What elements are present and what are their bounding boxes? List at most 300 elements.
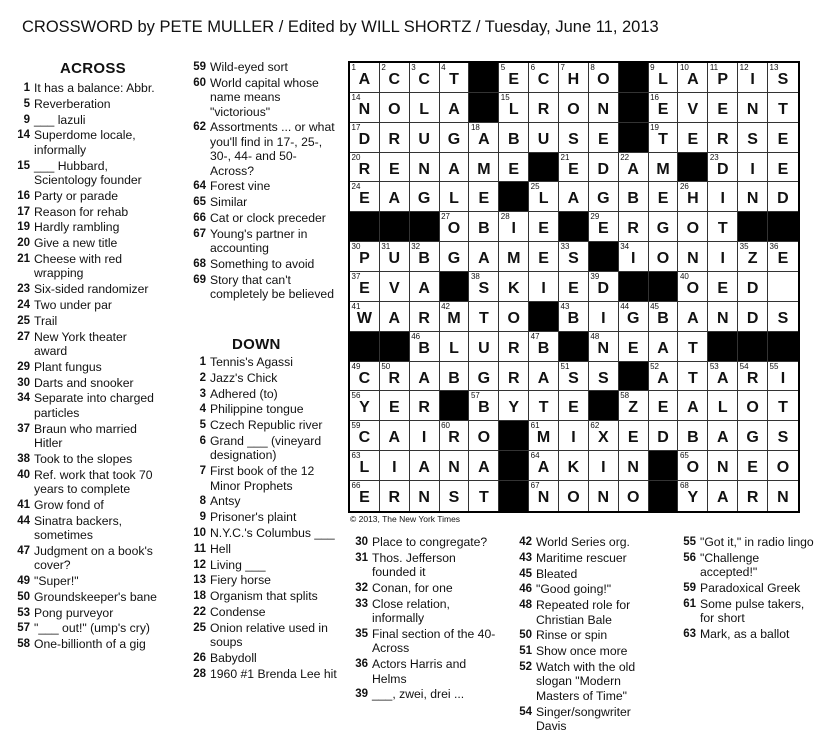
clue-item[interactable] xyxy=(674,597,814,626)
clue-item[interactable] xyxy=(184,355,340,369)
clue-item[interactable] xyxy=(184,371,340,385)
grid-cell[interactable] xyxy=(589,63,619,93)
clue-item[interactable] xyxy=(184,464,340,493)
clue-item[interactable] xyxy=(8,574,160,588)
clue-item[interactable] xyxy=(184,227,340,256)
cell-letter: R xyxy=(507,339,520,357)
clue-item[interactable] xyxy=(346,687,496,701)
grid-cell[interactable] xyxy=(619,451,649,481)
grid-cell[interactable] xyxy=(529,93,559,123)
grid-cell[interactable] xyxy=(738,182,768,212)
grid-cell[interactable] xyxy=(380,272,410,302)
grid-cell[interactable] xyxy=(440,332,470,362)
grid-cell[interactable] xyxy=(499,93,529,123)
grid-cell[interactable] xyxy=(350,481,380,511)
grid-cell[interactable] xyxy=(678,421,708,451)
grid-cell[interactable] xyxy=(410,182,440,212)
grid-cell[interactable] xyxy=(589,481,619,511)
grid-cell[interactable] xyxy=(678,63,708,93)
grid-cell[interactable] xyxy=(708,212,738,242)
grid-cell[interactable] xyxy=(619,481,649,511)
cell-letter: A xyxy=(418,459,430,477)
grid-cell[interactable] xyxy=(410,302,440,332)
grid-cell[interactable] xyxy=(738,63,768,93)
grid-cell[interactable] xyxy=(708,362,738,392)
clue-text: Antsy xyxy=(210,494,241,509)
grid-cell[interactable] xyxy=(499,63,529,93)
grid-cell[interactable] xyxy=(738,302,768,332)
grid-cell[interactable] xyxy=(529,362,559,392)
grid-cell[interactable] xyxy=(350,421,380,451)
grid-cell[interactable] xyxy=(768,421,798,451)
grid-cell[interactable] xyxy=(738,123,768,153)
grid-cell[interactable] xyxy=(589,212,619,242)
grid-cell[interactable] xyxy=(469,153,499,183)
grid-cell[interactable] xyxy=(619,182,649,212)
clue-item[interactable] xyxy=(184,558,340,572)
clue-item[interactable] xyxy=(8,113,160,127)
grid-cell[interactable] xyxy=(768,242,798,272)
grid-cell[interactable] xyxy=(380,123,410,153)
clue-item[interactable] xyxy=(184,120,340,178)
grid-cell[interactable] xyxy=(469,391,499,421)
grid-cell[interactable] xyxy=(499,123,529,153)
clue-item[interactable] xyxy=(184,605,340,619)
grid-cell[interactable] xyxy=(499,272,529,302)
grid-cell[interactable] xyxy=(529,63,559,93)
grid-cell[interactable] xyxy=(559,182,589,212)
grid-cell-black xyxy=(619,93,649,123)
grid-cell[interactable] xyxy=(469,421,499,451)
grid-cell[interactable] xyxy=(738,93,768,123)
grid-cell[interactable] xyxy=(708,481,738,511)
grid-cell[interactable] xyxy=(619,421,649,451)
grid-cell[interactable] xyxy=(738,153,768,183)
clue-item[interactable] xyxy=(8,544,160,573)
clue-item[interactable] xyxy=(510,705,662,734)
grid-cell[interactable] xyxy=(380,302,410,332)
grid-cell[interactable] xyxy=(589,123,619,153)
grid-cell[interactable] xyxy=(499,332,529,362)
clue-item[interactable] xyxy=(8,159,160,188)
grid-cell-black xyxy=(529,153,559,183)
clue-item[interactable] xyxy=(674,581,814,595)
grid-cell[interactable] xyxy=(708,391,738,421)
grid-cell[interactable] xyxy=(380,93,410,123)
clue-item[interactable] xyxy=(8,468,160,497)
grid-cell[interactable] xyxy=(440,362,470,392)
grid-cell[interactable] xyxy=(529,451,559,481)
grid-cell[interactable] xyxy=(589,332,619,362)
grid-cell[interactable] xyxy=(529,212,559,242)
clue-item[interactable] xyxy=(184,179,340,193)
grid-cell[interactable] xyxy=(440,481,470,511)
clue-item[interactable] xyxy=(184,60,340,74)
grid-cell[interactable] xyxy=(708,272,738,302)
clue-item[interactable] xyxy=(510,628,662,642)
grid-cell[interactable] xyxy=(440,153,470,183)
clue-item[interactable] xyxy=(510,582,662,596)
clue-item[interactable] xyxy=(346,551,496,580)
grid-cell[interactable] xyxy=(380,242,410,272)
clue-item[interactable] xyxy=(184,526,340,540)
grid-cell[interactable] xyxy=(350,362,380,392)
grid-cell[interactable] xyxy=(589,153,619,183)
grid-cell[interactable] xyxy=(469,362,499,392)
clue-text: Braun who married Hitler xyxy=(34,421,137,450)
grid-cell[interactable] xyxy=(708,421,738,451)
clue-item[interactable] xyxy=(510,535,662,549)
clue-item[interactable] xyxy=(184,402,340,416)
grid-cell[interactable] xyxy=(350,272,380,302)
grid-cell[interactable] xyxy=(499,362,529,392)
grid-cell[interactable] xyxy=(649,123,679,153)
grid-cell[interactable] xyxy=(738,272,768,302)
grid-cell[interactable] xyxy=(350,153,380,183)
grid-cell[interactable] xyxy=(529,242,559,272)
clue-item[interactable] xyxy=(184,418,340,432)
clue-item[interactable] xyxy=(184,510,340,524)
clue-item[interactable] xyxy=(8,637,160,651)
clue-item[interactable] xyxy=(510,551,662,565)
clue-number: 34 xyxy=(17,392,30,405)
grid-cell[interactable] xyxy=(649,93,679,123)
clue-number: 46 xyxy=(519,583,532,596)
grid-cell[interactable] xyxy=(678,391,708,421)
clue-item[interactable] xyxy=(510,660,662,703)
cell-letter: S xyxy=(568,250,579,268)
grid-cell[interactable] xyxy=(499,302,529,332)
grid-cell[interactable] xyxy=(649,302,679,332)
grid-cell[interactable] xyxy=(589,272,619,302)
grid-cell[interactable] xyxy=(410,272,440,302)
grid-cell[interactable] xyxy=(708,451,738,481)
cell-number: 29 xyxy=(590,212,600,222)
grid-cell[interactable] xyxy=(619,391,649,421)
clue-item[interactable] xyxy=(8,81,160,95)
grid-cell[interactable] xyxy=(559,302,589,332)
grid-cell[interactable] xyxy=(469,182,499,212)
clue-item[interactable] xyxy=(8,621,160,635)
grid-cell[interactable] xyxy=(708,153,738,183)
grid-cell[interactable] xyxy=(350,451,380,481)
grid-cell[interactable] xyxy=(619,242,649,272)
clue-text: Adhered (to) xyxy=(210,386,278,401)
grid-cell[interactable] xyxy=(350,302,380,332)
clue-item[interactable] xyxy=(346,581,496,595)
cell-number: 47 xyxy=(530,331,540,341)
clue-item[interactable] xyxy=(184,257,340,271)
clue-item[interactable] xyxy=(674,535,814,549)
grid-cell[interactable] xyxy=(559,481,589,511)
grid-cell[interactable] xyxy=(529,391,559,421)
grid-cell[interactable] xyxy=(469,332,499,362)
grid-cell[interactable] xyxy=(619,153,649,183)
grid-cell[interactable] xyxy=(589,362,619,392)
grid-cell[interactable] xyxy=(350,182,380,212)
clue-item[interactable] xyxy=(8,252,160,281)
grid-cell[interactable] xyxy=(649,332,679,362)
grid-cell[interactable] xyxy=(380,421,410,451)
grid-cell[interactable] xyxy=(440,63,470,93)
grid-cell[interactable] xyxy=(469,481,499,511)
grid-cell[interactable] xyxy=(499,212,529,242)
grid-cell[interactable] xyxy=(768,391,798,421)
cell-letter: M xyxy=(477,160,491,178)
grid-cell[interactable] xyxy=(440,182,470,212)
grid-cell[interactable] xyxy=(649,182,679,212)
grid-cell[interactable] xyxy=(529,272,559,302)
grid-cell[interactable] xyxy=(380,481,410,511)
clue-item[interactable] xyxy=(184,651,340,665)
grid-cell[interactable] xyxy=(678,481,708,511)
clue-item[interactable] xyxy=(510,598,662,627)
clue-item[interactable] xyxy=(184,195,340,209)
clue-item[interactable] xyxy=(8,189,160,203)
grid-cell[interactable] xyxy=(678,212,708,242)
grid-cell[interactable] xyxy=(499,391,529,421)
grid-cell[interactable] xyxy=(768,302,798,332)
clue-item[interactable] xyxy=(8,376,160,390)
clue-item[interactable] xyxy=(674,627,814,641)
grid-cell[interactable] xyxy=(738,391,768,421)
grid-cell[interactable] xyxy=(559,362,589,392)
grid-cell[interactable] xyxy=(589,182,619,212)
grid-cell[interactable] xyxy=(410,242,440,272)
cell-number: 17 xyxy=(351,122,361,132)
grid-cell[interactable] xyxy=(708,63,738,93)
grid-cell[interactable] xyxy=(678,182,708,212)
cell-letter: Y xyxy=(687,489,699,507)
clue-item[interactable] xyxy=(8,97,160,111)
grid-cell[interactable] xyxy=(380,362,410,392)
grid-cell[interactable] xyxy=(469,123,499,153)
cell-number: 14 xyxy=(351,92,361,102)
down-clues-column-4 xyxy=(510,535,662,735)
grid-cell[interactable] xyxy=(768,63,798,93)
clue-item[interactable] xyxy=(510,567,662,581)
grid-cell[interactable] xyxy=(678,242,708,272)
grid-cell[interactable] xyxy=(559,93,589,123)
clue-item[interactable] xyxy=(8,514,160,543)
grid-cell[interactable] xyxy=(499,153,529,183)
grid-cell[interactable] xyxy=(708,242,738,272)
grid-cell[interactable] xyxy=(440,451,470,481)
grid-cell[interactable] xyxy=(738,242,768,272)
grid-cell[interactable] xyxy=(768,362,798,392)
grid-cell[interactable] xyxy=(768,123,798,153)
clue-item[interactable] xyxy=(8,422,160,451)
grid-cell[interactable] xyxy=(589,93,619,123)
clue-item[interactable] xyxy=(8,220,160,234)
grid-cell[interactable] xyxy=(559,63,589,93)
grid-cell[interactable] xyxy=(738,362,768,392)
grid-cell[interactable] xyxy=(649,63,679,93)
clue-item[interactable] xyxy=(8,282,160,296)
grid-cell[interactable] xyxy=(619,332,649,362)
grid-cell[interactable] xyxy=(529,123,559,153)
grid-cell[interactable] xyxy=(738,451,768,481)
grid-cell[interactable] xyxy=(440,421,470,451)
clue-text: Party or parade xyxy=(34,188,119,203)
grid-cell[interactable] xyxy=(380,182,410,212)
clue-item[interactable] xyxy=(8,498,160,512)
clue-item[interactable] xyxy=(346,535,496,549)
grid-cell[interactable] xyxy=(678,272,708,302)
grid-cell[interactable] xyxy=(559,391,589,421)
grid-cell[interactable] xyxy=(350,123,380,153)
grid-cell[interactable] xyxy=(768,182,798,212)
grid-cell[interactable] xyxy=(410,481,440,511)
grid-cell[interactable] xyxy=(768,451,798,481)
grid-cell[interactable] xyxy=(440,123,470,153)
clue-item[interactable] xyxy=(674,551,814,580)
grid-cell[interactable] xyxy=(440,212,470,242)
grid-cell[interactable] xyxy=(589,451,619,481)
clue-item[interactable] xyxy=(8,360,160,374)
cell-letter: T xyxy=(478,489,489,507)
grid-cell[interactable] xyxy=(678,451,708,481)
grid-cell[interactable] xyxy=(559,153,589,183)
grid-cell[interactable] xyxy=(738,481,768,511)
grid-cell[interactable] xyxy=(380,451,410,481)
grid-cell[interactable] xyxy=(529,481,559,511)
grid-cell[interactable] xyxy=(559,451,589,481)
grid-cell[interactable] xyxy=(440,93,470,123)
grid-cell[interactable] xyxy=(768,272,798,302)
clue-item[interactable] xyxy=(184,273,340,302)
clue-item[interactable] xyxy=(184,667,340,681)
grid-cell[interactable] xyxy=(649,391,679,421)
clue-item[interactable] xyxy=(184,621,340,650)
grid-cell[interactable] xyxy=(678,123,708,153)
cell-letter: G xyxy=(597,190,610,208)
grid-cell[interactable] xyxy=(410,391,440,421)
grid-cell[interactable] xyxy=(559,272,589,302)
grid-cell[interactable] xyxy=(469,302,499,332)
grid-cell[interactable] xyxy=(559,421,589,451)
grid-cell[interactable] xyxy=(380,153,410,183)
grid-cell[interactable] xyxy=(410,362,440,392)
clue-item[interactable] xyxy=(184,434,340,463)
cell-letter: E xyxy=(747,459,758,477)
grid-cell[interactable] xyxy=(350,391,380,421)
grid-cell[interactable] xyxy=(768,93,798,123)
grid-cell[interactable] xyxy=(619,212,649,242)
grid-cell[interactable] xyxy=(768,481,798,511)
clue-item[interactable] xyxy=(8,330,160,359)
clue-item[interactable] xyxy=(8,606,160,620)
clue-number: 9 xyxy=(199,511,206,524)
clue-item[interactable] xyxy=(184,494,340,508)
grid-cell[interactable] xyxy=(589,421,619,451)
grid-cell[interactable] xyxy=(469,242,499,272)
clue-item[interactable] xyxy=(184,573,340,587)
grid-cell[interactable] xyxy=(469,212,499,242)
grid-cell[interactable] xyxy=(410,153,440,183)
grid-cell[interactable] xyxy=(649,212,679,242)
clue-item[interactable] xyxy=(8,314,160,328)
grid-cell[interactable] xyxy=(410,451,440,481)
clue-item[interactable] xyxy=(8,590,160,604)
clue-item[interactable] xyxy=(8,452,160,466)
clue-number: 42 xyxy=(519,536,532,548)
clue-item[interactable] xyxy=(8,205,160,219)
grid-cell[interactable] xyxy=(649,421,679,451)
clue-item[interactable] xyxy=(8,298,160,312)
clue-item[interactable] xyxy=(184,76,340,119)
cell-number: 28 xyxy=(500,212,510,222)
grid-cell[interactable] xyxy=(469,272,499,302)
grid-cell[interactable] xyxy=(410,332,440,362)
grid-cell[interactable] xyxy=(469,451,499,481)
cell-letter: G xyxy=(656,220,670,238)
cell-letter: O xyxy=(686,280,700,298)
clue-item[interactable] xyxy=(8,128,160,157)
grid-cell[interactable] xyxy=(589,302,619,332)
cell-letter: N xyxy=(448,459,460,477)
grid-cell[interactable] xyxy=(529,421,559,451)
grid-cell[interactable] xyxy=(440,242,470,272)
clue-item[interactable] xyxy=(346,657,496,686)
grid-cell[interactable] xyxy=(380,63,410,93)
grid-cell[interactable] xyxy=(678,302,708,332)
grid-cell[interactable] xyxy=(350,242,380,272)
grid-cell[interactable] xyxy=(440,302,470,332)
clue-item[interactable] xyxy=(8,236,160,250)
grid-cell[interactable] xyxy=(649,362,679,392)
clue-item[interactable] xyxy=(184,387,340,401)
grid-cell[interactable] xyxy=(768,153,798,183)
clue-item[interactable] xyxy=(8,391,160,420)
grid-cell[interactable] xyxy=(350,63,380,93)
grid-cell[interactable] xyxy=(678,362,708,392)
clue-item[interactable] xyxy=(346,597,496,626)
grid-cell[interactable] xyxy=(678,332,708,362)
grid-cell[interactable] xyxy=(559,123,589,153)
clue-item[interactable] xyxy=(184,211,340,225)
grid-cell[interactable] xyxy=(529,182,559,212)
grid-cell[interactable] xyxy=(649,153,679,183)
grid-cell[interactable] xyxy=(708,123,738,153)
clue-text: Prisoner's plaint xyxy=(210,510,297,525)
grid-cell[interactable] xyxy=(738,421,768,451)
grid-cell[interactable] xyxy=(708,182,738,212)
grid-cell[interactable] xyxy=(708,302,738,332)
grid-cell[interactable] xyxy=(410,93,440,123)
grid-cell[interactable] xyxy=(380,391,410,421)
clue-item[interactable] xyxy=(184,542,340,556)
clue-item[interactable] xyxy=(184,589,340,603)
grid-cell[interactable] xyxy=(678,93,708,123)
grid-cell[interactable] xyxy=(619,302,649,332)
clue-item[interactable] xyxy=(346,627,496,656)
grid-cell[interactable] xyxy=(649,242,679,272)
grid-cell[interactable] xyxy=(708,93,738,123)
grid-cell[interactable] xyxy=(410,63,440,93)
grid-cell[interactable] xyxy=(559,242,589,272)
grid-cell[interactable] xyxy=(499,242,529,272)
grid-cell[interactable] xyxy=(410,421,440,451)
grid-cell[interactable] xyxy=(529,332,559,362)
clue-number: 15 xyxy=(17,159,30,172)
cell-letter: O xyxy=(656,250,670,268)
grid-cell[interactable] xyxy=(410,123,440,153)
grid-cell[interactable] xyxy=(350,93,380,123)
clue-item[interactable] xyxy=(510,644,662,658)
cell-number: 55 xyxy=(769,361,779,371)
grid-cell-black xyxy=(469,93,499,123)
